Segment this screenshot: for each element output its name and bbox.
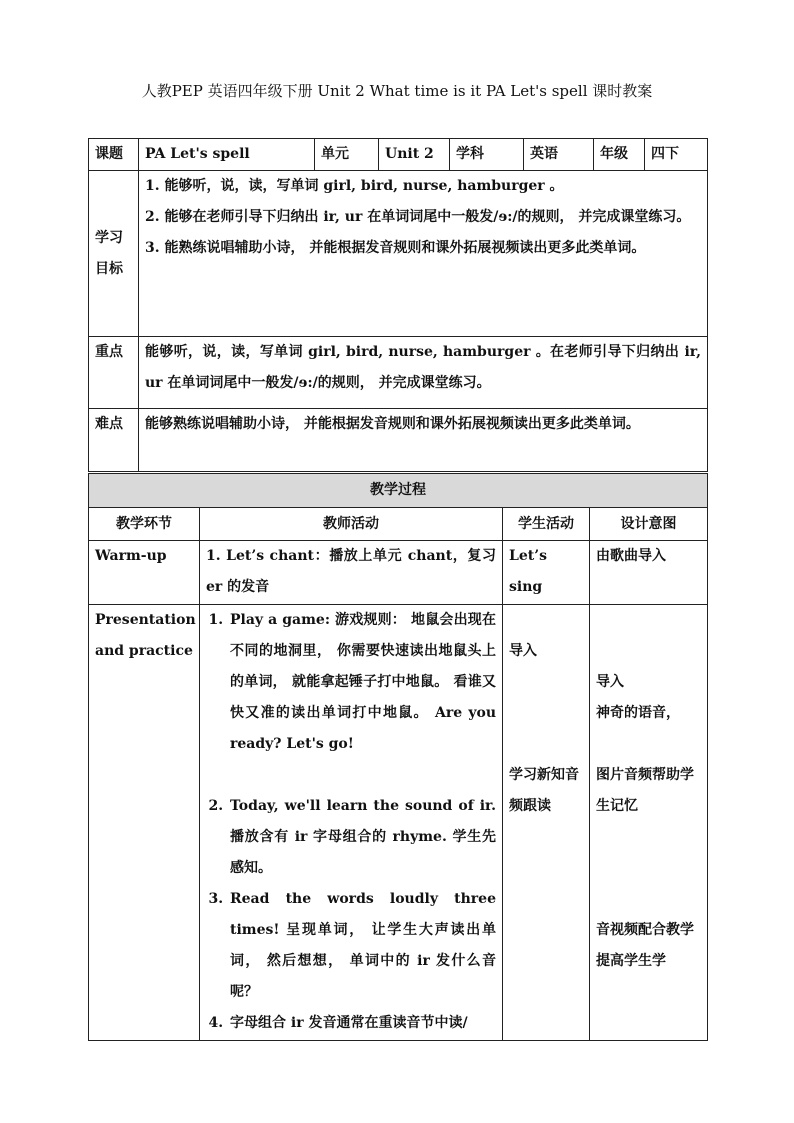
presentation-intent	[590, 605, 708, 1041]
teacher-step: 4. 字母组合 ir 发音通常在重读音节中读/	[228, 1008, 496, 1039]
process-table	[88, 473, 708, 1041]
topic-label: 课题	[89, 139, 139, 171]
teacher-step: 2. Today, we'll learn the sound of ir. 播放含有 ir 字母组合的 rhyme. 学生先感知。	[228, 791, 496, 884]
process-section-title: 教学过程	[89, 474, 708, 508]
presentation-teacher	[200, 605, 503, 1041]
student-activity: 学习新知音频跟读	[509, 767, 579, 814]
design-intent: 音视频配合教学提高学生学	[596, 922, 694, 969]
presentation-student	[503, 605, 590, 1041]
design-intent: 神奇的语音，	[596, 705, 680, 721]
warmup-teacher: 1. Let’s chant：播放上单元 chant，复习 er 的发音	[200, 541, 503, 605]
student-activity: 导入	[509, 643, 537, 659]
subject-label: 学科	[450, 139, 524, 171]
header-student: 学生活动	[503, 508, 590, 541]
warmup-stage: Warm-up	[89, 541, 200, 605]
unit-value: Unit 2	[379, 139, 450, 171]
grade-label: 年级	[594, 139, 645, 171]
info-table	[88, 138, 708, 472]
objectives-label: 学习目标	[89, 171, 139, 337]
presentation-stage: Presentation and practice	[89, 605, 200, 1041]
objective-item: 2. 能够在老师引导下归纳出 ir, ur 在单词词尾中一般发/ɘ:/的规则， 并完成课堂练习。	[145, 209, 691, 225]
warmup-intent: 由歌曲导入	[590, 541, 708, 605]
key-points-text: 能够听，说，读，写单词 girl, bird, nurse, hamburger 。在老师引导下归纳出 ir, ur 在单词词尾中一般发/ɘ:/的规则， 并完成课堂练习。	[139, 337, 708, 409]
header-intent: 设计意图	[590, 508, 708, 541]
objective-item: 1. 能够听，说，读，写单词 girl, bird, nurse, hamburger 。	[145, 178, 564, 194]
objectives-content	[139, 171, 708, 337]
warmup-student: Let’s sing	[503, 541, 590, 605]
subject-value: 英语	[524, 139, 594, 171]
header-teacher: 教师活动	[200, 508, 503, 541]
topic-value: PA Let's spell	[139, 139, 315, 171]
design-intent: 导入	[596, 674, 624, 690]
document-title: 人教PEP 英语四年级下册 Unit 2 What time is it PA Let's spell 课时教案	[141, 82, 653, 100]
design-intent: 图片音频帮助学生记忆	[596, 767, 694, 814]
header-stage: 教学环节	[89, 508, 200, 541]
grade-value: 四下	[645, 139, 708, 171]
objective-item: 3. 能熟练说唱辅助小诗， 并能根据发音规则和课外拓展视频读出更多此类单词。	[145, 240, 646, 256]
teacher-step: 1. Play a game: 游戏规则： 地鼠会出现在不同的地洞里， 你需要快速读出地鼠头上的单词， 就能拿起锤子打中地鼠。 看谁又快又准的读出单词打中地鼠。 Are you ready? Let's go!	[228, 605, 496, 760]
teacher-step: 3. Read the words loudly three times! 呈现单词， 让学生大声读出单词， 然后想想， 单词中的 ir 发什么音呢？	[228, 884, 496, 1008]
unit-label: 单元	[315, 139, 379, 171]
difficulties-label: 难点	[89, 409, 139, 472]
key-points-label: 重点	[89, 337, 139, 409]
difficulties-text: 能够熟练说唱辅助小诗， 并能根据发音规则和课外拓展视频读出更多此类单词。	[139, 409, 708, 472]
